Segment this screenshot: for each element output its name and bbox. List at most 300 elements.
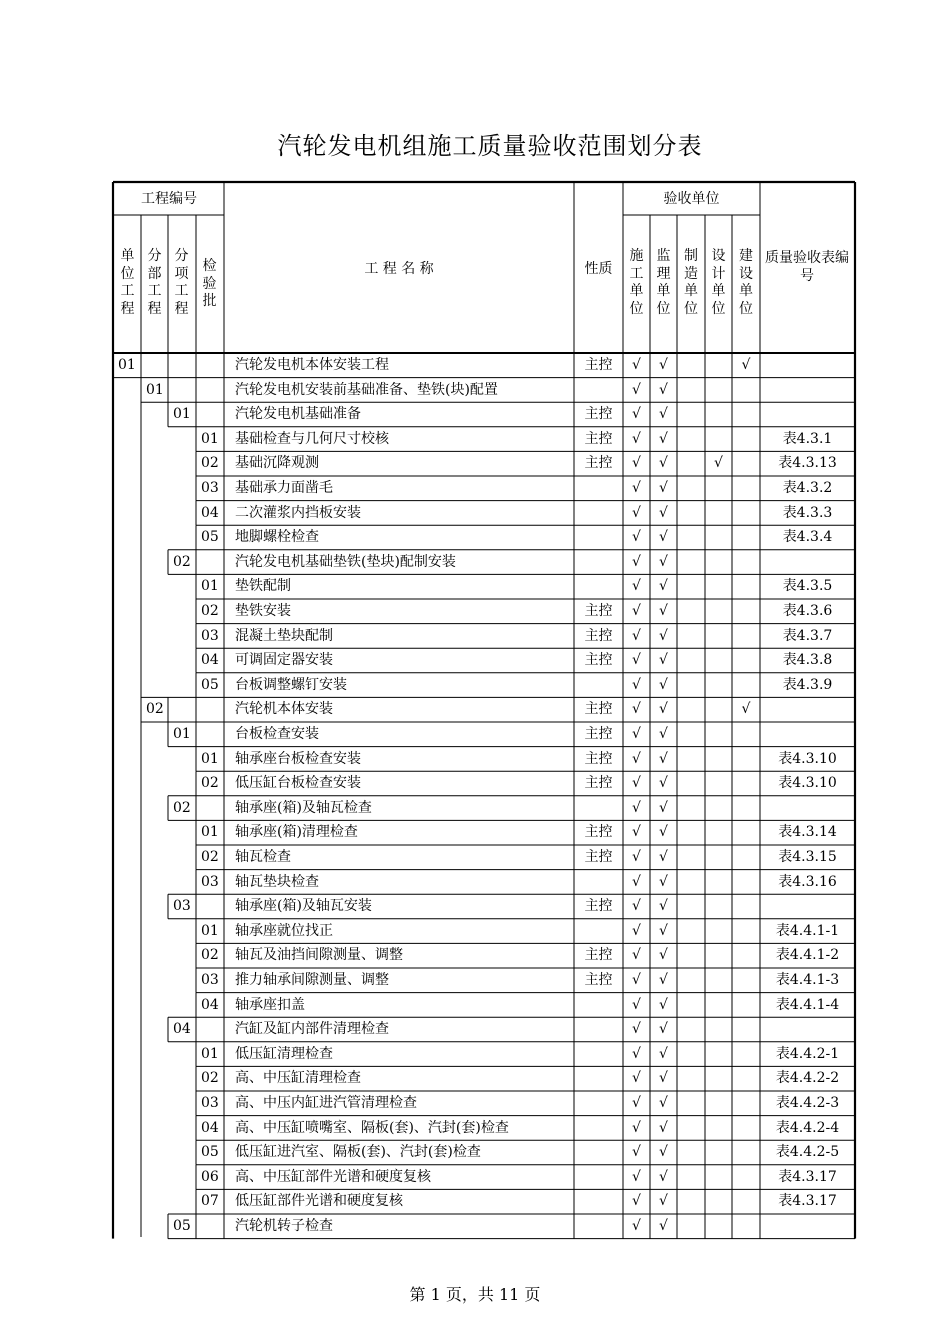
- row-form-no: 表4.3.6: [782, 603, 833, 619]
- row-project-name: 地脚螺栓检查: [235, 529, 319, 546]
- row-check-mark: √: [741, 357, 751, 373]
- header-unit-project: 单 位 工 程: [120, 248, 135, 317]
- row-check-mark: √: [632, 1021, 641, 1038]
- row-project-name: 高、中压缸喷嘴室、隔板(套)、汽封(套)检查: [235, 1119, 509, 1136]
- row-check-mark: [677, 771, 705, 795]
- row-nature: 主控: [584, 898, 613, 915]
- row-form-no: 表4.4.2-1: [775, 1045, 840, 1062]
- row-project-name: 高、中压缸清理检查: [235, 1070, 361, 1087]
- row-nature: [574, 1189, 623, 1213]
- header-project-name: 工 程 名 称: [364, 261, 434, 277]
- row-project-name: 可调固定器安装: [235, 652, 333, 669]
- row-check-mark: [677, 648, 705, 672]
- row-check-mark: √: [632, 799, 641, 816]
- row-check-mark: √: [659, 381, 668, 398]
- row-nature: [574, 1165, 623, 1189]
- row-check-mark: [677, 353, 705, 377]
- row-code: 01: [173, 406, 191, 423]
- row-nature: [574, 501, 623, 525]
- row-project-name: 低压缸清理检查: [235, 1045, 333, 1062]
- row-check-mark: [732, 1189, 760, 1213]
- row-check-mark: [677, 673, 705, 697]
- row-check-mark: [732, 525, 760, 549]
- row-check-mark: [705, 648, 732, 672]
- row-nature: [574, 550, 623, 574]
- row-check-mark: [705, 1116, 732, 1140]
- page-title: 汽轮发电机组施工质量验收范围划分表: [277, 132, 703, 160]
- row-check-mark: [705, 771, 732, 795]
- row-check-mark: [677, 451, 705, 475]
- row-form-no: 表4.4.1-3: [775, 972, 840, 988]
- row-check-mark: [732, 1140, 760, 1164]
- row-check-mark: [732, 476, 760, 500]
- row-check-mark: √: [632, 480, 641, 496]
- row-check-mark: [705, 476, 732, 500]
- row-form-no: 表4.3.15: [778, 849, 837, 865]
- row-check-mark: √: [632, 922, 641, 939]
- row-form-no: 表4.3.1: [782, 430, 833, 447]
- row-check-mark: √: [659, 406, 668, 423]
- row-check-mark: [705, 1165, 732, 1189]
- row-check-mark: √: [632, 1070, 641, 1087]
- row-check-mark: [732, 771, 760, 795]
- row-code: 04: [201, 996, 219, 1013]
- row-form-no: 表4.4.1-2: [775, 947, 840, 964]
- row-form-no: [760, 353, 855, 377]
- row-check-mark: [705, 402, 732, 426]
- row-check-mark: √: [659, 799, 668, 816]
- row-form-no: 表4.3.17: [778, 1168, 837, 1185]
- row-check-mark: √: [659, 947, 668, 964]
- row-check-mark: [732, 427, 760, 451]
- header-inspection-lot: 检 验 批: [202, 258, 217, 309]
- row-check-mark: [732, 943, 760, 967]
- row-check-mark: √: [632, 873, 641, 890]
- row-project-name: 轴承座台板检查安装: [235, 750, 361, 767]
- row-check-mark: √: [632, 1045, 641, 1062]
- row-check-mark: [705, 894, 732, 918]
- row-check-mark: √: [632, 504, 641, 521]
- row-code: 05: [201, 529, 219, 546]
- row-nature: [574, 1066, 623, 1090]
- row-check-mark: √: [659, 1168, 668, 1185]
- row-check-mark: [705, 574, 732, 598]
- row-form-no: 表4.3.7: [782, 627, 833, 644]
- row-check-mark: √: [632, 381, 641, 398]
- row-form-no: 表4.3.3: [782, 504, 833, 521]
- row-form-no: 表4.3.17: [778, 1193, 837, 1210]
- row-nature: [574, 919, 623, 943]
- row-check-mark: [732, 501, 760, 525]
- header-nature: 性质: [584, 261, 613, 277]
- row-check-mark: [677, 1116, 705, 1140]
- row-check-mark: [732, 845, 760, 869]
- row-check-mark: [677, 820, 705, 844]
- row-check-mark: [705, 845, 732, 869]
- row-check-mark: √: [659, 972, 668, 988]
- row-nature: 主控: [584, 701, 613, 718]
- row-check-mark: [677, 378, 705, 402]
- row-check-mark: [705, 747, 732, 771]
- row-code: 06: [201, 1168, 219, 1185]
- row-check-mark: √: [632, 972, 641, 988]
- row-nature: [574, 1091, 623, 1115]
- row-check-mark: √: [659, 996, 668, 1013]
- row-check-mark: [705, 968, 732, 992]
- header-project-no: 工程编号: [141, 191, 197, 207]
- row-check-mark: √: [632, 726, 641, 742]
- row-form-no: 表4.3.4: [782, 529, 833, 546]
- row-check-mark: [677, 1091, 705, 1115]
- row-check-mark: √: [659, 627, 668, 644]
- row-form-no: [760, 402, 855, 426]
- row-nature: 主控: [584, 775, 613, 792]
- row-check-mark: √: [632, 849, 641, 865]
- row-project-name: 推力轴承间隙测量、调整: [235, 972, 389, 988]
- row-check-mark: [705, 624, 732, 648]
- row-check-mark: √: [659, 529, 668, 546]
- row-check-mark: [705, 378, 732, 402]
- row-code: 03: [173, 898, 191, 915]
- row-check-mark: [705, 1091, 732, 1115]
- row-check-mark: [705, 353, 732, 377]
- row-project-name: 汽缸及缸内部件清理检查: [235, 1021, 389, 1038]
- row-check-mark: √: [659, 701, 668, 718]
- row-form-no: [760, 1017, 855, 1041]
- row-check-mark: [732, 451, 760, 475]
- row-check-mark: √: [659, 849, 668, 865]
- row-code: 02: [201, 775, 219, 792]
- row-nature: 主控: [584, 430, 613, 447]
- row-project-name: 轴瓦垫块检查: [235, 873, 319, 890]
- row-project-name: 轴承座扣盖: [235, 996, 305, 1013]
- row-check-mark: [705, 870, 732, 894]
- row-project-name: 轴瓦及油挡间隙测量、调整: [235, 947, 403, 964]
- row-check-mark: [705, 427, 732, 451]
- row-project-name: 轴承座(箱)及轴瓦安装: [235, 898, 372, 915]
- row-check-mark: √: [659, 1070, 668, 1087]
- row-project-name: 轴承座(箱)及轴瓦检查: [235, 799, 372, 816]
- row-code: 01: [201, 430, 219, 447]
- row-form-no: [760, 550, 855, 574]
- row-project-name: 汽轮发电机基础准备: [235, 406, 361, 423]
- row-check-mark: √: [632, 1144, 641, 1161]
- row-code: 01: [201, 1045, 219, 1062]
- row-check-mark: [732, 747, 760, 771]
- row-form-no: [760, 796, 855, 820]
- row-check-mark: [677, 525, 705, 549]
- row-check-mark: [705, 943, 732, 967]
- row-nature: [574, 378, 623, 402]
- row-check-mark: √: [632, 553, 641, 570]
- row-project-name: 基础承力面凿毛: [235, 480, 333, 496]
- row-project-name: 轴瓦检查: [235, 849, 291, 865]
- row-form-no: [760, 894, 855, 918]
- row-check-mark: [732, 574, 760, 598]
- row-check-mark: [677, 599, 705, 623]
- row-check-mark: [677, 1140, 705, 1164]
- row-check-mark: √: [659, 676, 668, 693]
- row-code: 02: [146, 701, 164, 718]
- row-nature: 主控: [584, 455, 613, 472]
- row-check-mark: [732, 796, 760, 820]
- row-check-mark: [732, 599, 760, 623]
- header-subitem-project: 分 项 工 程: [174, 248, 189, 317]
- row-code: 01: [201, 578, 219, 595]
- row-check-mark: √: [659, 750, 668, 767]
- row-check-mark: [677, 501, 705, 525]
- row-check-mark: √: [659, 873, 668, 890]
- row-check-mark: √: [632, 406, 641, 423]
- row-check-mark: √: [632, 750, 641, 767]
- row-check-mark: √: [659, 480, 668, 496]
- row-nature: [574, 796, 623, 820]
- row-nature: [574, 673, 623, 697]
- row-code: 04: [173, 1021, 191, 1038]
- row-check-mark: √: [632, 1193, 641, 1210]
- row-check-mark: [677, 1165, 705, 1189]
- row-form-no: [760, 722, 855, 746]
- row-check-mark: √: [632, 578, 641, 595]
- row-check-mark: [677, 747, 705, 771]
- row-check-mark: [732, 1165, 760, 1189]
- row-check-mark: √: [632, 1218, 641, 1234]
- row-check-mark: √: [659, 652, 668, 669]
- row-nature: 主控: [584, 603, 613, 619]
- row-project-name: 汽轮机转子检查: [235, 1218, 333, 1234]
- row-check-mark: √: [632, 455, 641, 472]
- row-project-name: 轴承座(箱)清理检查: [235, 824, 358, 841]
- row-nature: 主控: [584, 357, 613, 373]
- row-check-mark: √: [632, 996, 641, 1013]
- row-check-mark: √: [659, 1218, 668, 1234]
- row-check-mark: [705, 1017, 732, 1041]
- row-form-no: 表4.4.1-4: [775, 996, 840, 1013]
- row-code: 02: [201, 1070, 219, 1087]
- row-form-no: [760, 1214, 855, 1238]
- row-check-mark: [677, 968, 705, 992]
- row-check-mark: [705, 919, 732, 943]
- row-check-mark: [705, 796, 732, 820]
- row-check-mark: [732, 402, 760, 426]
- row-check-mark: [705, 1189, 732, 1213]
- row-nature: 主控: [584, 824, 613, 841]
- row-check-mark: [677, 870, 705, 894]
- row-nature: 主控: [584, 652, 613, 669]
- row-check-mark: √: [632, 603, 641, 619]
- row-project-name: 基础检查与几何尺寸校核: [235, 430, 389, 447]
- row-check-mark: √: [659, 1193, 668, 1210]
- row-code: 04: [201, 1119, 219, 1136]
- row-check-mark: √: [659, 603, 668, 619]
- row-check-mark: [732, 870, 760, 894]
- row-code: 02: [201, 849, 219, 865]
- row-check-mark: √: [659, 553, 668, 570]
- row-code: 01: [173, 726, 191, 742]
- row-project-name: 轴承座就位找正: [235, 922, 333, 939]
- row-nature: 主控: [584, 750, 613, 767]
- row-code: 01: [201, 824, 219, 841]
- row-check-mark: [732, 1091, 760, 1115]
- row-check-mark: √: [659, 824, 668, 841]
- row-check-mark: [732, 550, 760, 574]
- row-check-mark: √: [632, 357, 641, 373]
- row-check-mark: √: [632, 898, 641, 915]
- row-check-mark: √: [741, 701, 751, 718]
- row-check-mark: [732, 624, 760, 648]
- row-nature: 主控: [584, 406, 613, 423]
- row-code: 03: [201, 873, 219, 890]
- row-check-mark: [705, 501, 732, 525]
- row-check-mark: [732, 968, 760, 992]
- row-check-mark: [677, 697, 705, 721]
- row-check-mark: [677, 722, 705, 746]
- page-footer: 第 1 页，共 11 页: [409, 1285, 541, 1304]
- row-nature: 主控: [584, 947, 613, 964]
- row-check-mark: [677, 1214, 705, 1238]
- row-form-no: 表4.3.10: [778, 775, 837, 792]
- row-project-name: 垫铁安装: [235, 603, 291, 619]
- row-code: 01: [201, 750, 219, 767]
- row-check-mark: √: [659, 1045, 668, 1062]
- row-code: 07: [201, 1193, 219, 1210]
- row-check-mark: [732, 722, 760, 746]
- row-code: 05: [201, 676, 219, 693]
- row-check-mark: [677, 993, 705, 1017]
- row-nature: 主控: [584, 972, 613, 988]
- row-check-mark: [677, 919, 705, 943]
- row-nature: 主控: [584, 627, 613, 644]
- row-form-no: [760, 697, 855, 721]
- row-project-name: 高、中压缸部件光谱和硬度复核: [235, 1168, 431, 1185]
- row-check-mark: √: [659, 504, 668, 521]
- row-check-mark: [705, 993, 732, 1017]
- header-owner-unit: 建 设 单 位: [739, 248, 753, 317]
- row-form-no: 表4.3.14: [778, 824, 837, 841]
- row-check-mark: [732, 1042, 760, 1066]
- row-project-name: 基础沉降观测: [235, 455, 319, 472]
- row-check-mark: [677, 476, 705, 500]
- header-manufacturer-unit: 制 造 单 位: [684, 248, 698, 317]
- row-form-no: 表4.3.8: [782, 652, 833, 669]
- row-check-mark: [677, 894, 705, 918]
- row-check-mark: [705, 525, 732, 549]
- row-code: 03: [201, 972, 219, 988]
- row-check-mark: √: [659, 1144, 668, 1161]
- row-form-no: 表4.3.5: [782, 578, 833, 595]
- row-form-no: 表4.4.2-5: [775, 1144, 840, 1161]
- row-project-name: 汽轮发电机本体安装工程: [235, 357, 389, 373]
- row-nature: [574, 1140, 623, 1164]
- row-code: 01: [146, 381, 164, 398]
- row-check-mark: [705, 1214, 732, 1238]
- row-check-mark: [732, 820, 760, 844]
- row-check-mark: √: [659, 1095, 668, 1111]
- row-check-mark: [705, 1042, 732, 1066]
- row-check-mark: [677, 550, 705, 574]
- row-check-mark: √: [632, 652, 641, 669]
- row-project-name: 低压缸台板检查安装: [235, 775, 361, 792]
- row-nature: [574, 1116, 623, 1140]
- row-check-mark: [677, 943, 705, 967]
- row-check-mark: [705, 697, 732, 721]
- row-check-mark: √: [632, 1168, 641, 1185]
- row-check-mark: √: [632, 701, 641, 718]
- row-check-mark: √: [632, 430, 641, 447]
- row-form-no: 表4.3.10: [778, 750, 837, 767]
- header-division-project: 分 部 工 程: [147, 248, 162, 317]
- header-supervision-unit: 监 理 单 位: [656, 248, 671, 317]
- row-code: 03: [201, 627, 219, 644]
- row-check-mark: [732, 673, 760, 697]
- row-project-name: 混凝土垫块配制: [235, 627, 333, 644]
- row-project-name: 垫铁配制: [235, 578, 291, 595]
- row-nature: [574, 525, 623, 549]
- row-check-mark: [732, 1214, 760, 1238]
- row-check-mark: [677, 1042, 705, 1066]
- row-form-no: 表4.3.16: [778, 873, 837, 890]
- row-form-no: 表4.4.1-1: [775, 922, 840, 939]
- row-check-mark: [732, 1066, 760, 1090]
- row-check-mark: √: [659, 1119, 668, 1136]
- row-project-name: 台板调整螺钉安装: [235, 676, 347, 693]
- row-form-no: 表4.4.2-4: [775, 1119, 840, 1136]
- row-check-mark: [705, 1066, 732, 1090]
- header-acceptance-units: 验收单位: [663, 191, 720, 207]
- row-form-no: 表4.4.2-2: [775, 1070, 840, 1087]
- row-nature: [574, 1214, 623, 1238]
- row-check-mark: √: [632, 529, 641, 546]
- header-design-unit: 设 计 单 位: [711, 248, 726, 317]
- row-code: 04: [201, 652, 219, 669]
- row-nature: 主控: [584, 849, 613, 865]
- row-check-mark: [677, 1066, 705, 1090]
- row-check-mark: [677, 427, 705, 451]
- row-form-no: 表4.3.13: [778, 455, 837, 472]
- row-project-name: 高、中压内缸进汽管清理检查: [235, 1095, 417, 1111]
- row-code: 02: [173, 799, 191, 816]
- row-check-mark: √: [632, 627, 641, 644]
- row-check-mark: [732, 993, 760, 1017]
- row-check-mark: [705, 673, 732, 697]
- row-check-mark: [677, 402, 705, 426]
- row-code: 02: [173, 553, 191, 570]
- row-check-mark: [677, 796, 705, 820]
- row-check-mark: √: [659, 578, 668, 595]
- row-check-mark: √: [659, 455, 668, 472]
- row-check-mark: √: [632, 1119, 641, 1136]
- row-check-mark: [705, 1140, 732, 1164]
- row-code: 05: [173, 1218, 191, 1234]
- row-project-name: 二次灌浆内挡板安装: [235, 504, 361, 521]
- row-project-name: 低压缸进汽室、隔板(套)、汽封(套)检查: [235, 1144, 481, 1161]
- header-construction-unit: 施 工 单 位: [629, 248, 644, 317]
- row-check-mark: √: [632, 1095, 641, 1111]
- row-check-mark: √: [659, 922, 668, 939]
- row-check-mark: [732, 378, 760, 402]
- row-nature: [574, 574, 623, 598]
- row-check-mark: √: [659, 898, 668, 915]
- row-code: 01: [118, 357, 136, 373]
- row-check-mark: [732, 1017, 760, 1041]
- row-check-mark: [732, 648, 760, 672]
- row-nature: [574, 476, 623, 500]
- row-nature: [574, 993, 623, 1017]
- row-check-mark: √: [659, 775, 668, 792]
- row-code: 01: [201, 922, 219, 939]
- row-check-mark: [677, 845, 705, 869]
- row-project-name: 台板检查安装: [235, 726, 319, 742]
